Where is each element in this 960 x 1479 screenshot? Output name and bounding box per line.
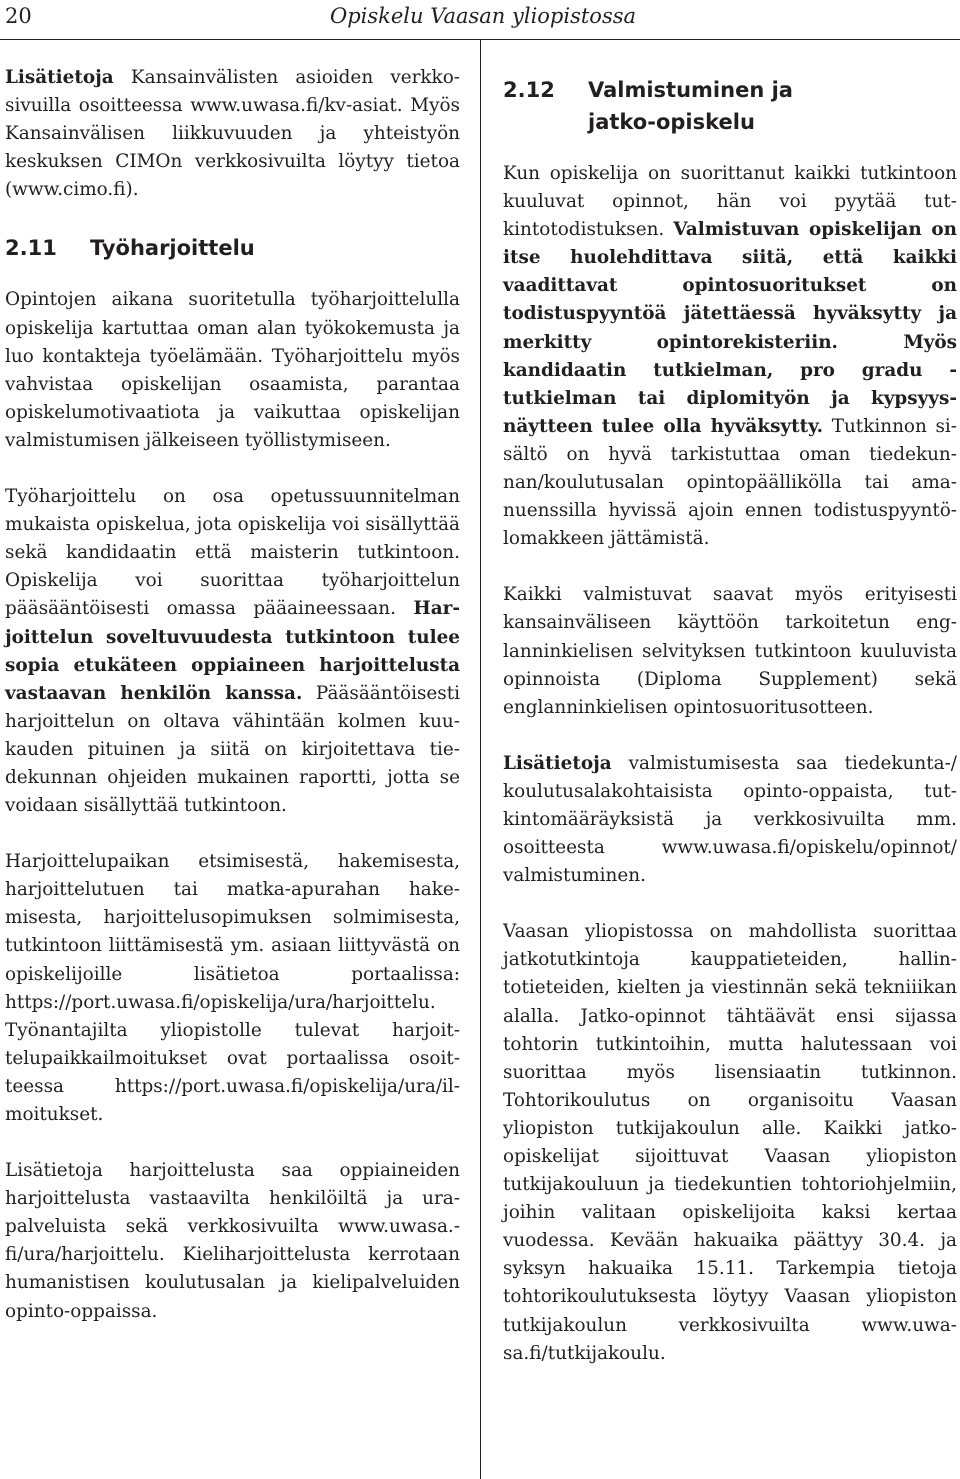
paragraph-emphasis: Valmistuvan opiskelijan on itse huolehdittava siitä, että kaikki vaadittavat opintosuoritukset on todistuspyyntöä jätettäessä hyväksytty ja merkitty opintorekisteriin. Myös kandidaatin tutkielman, pro gradu -tutkielman tai diplomityön ja kypsyysnäytteen tulee olla hyväksytty. (503, 219, 958, 437)
section-title: Työharjoittelu (90, 236, 255, 261)
section-heading-2-12 (503, 74, 957, 138)
intro-paragraph (5, 64, 460, 204)
paragraph: Kaikki valmistuvat saavat myös erityisesti kansainväliseen käyttöön tarkoitetun englanninkielisen selvityksen tutkintoon kuuluvista opinnoista (Diploma Supplement) sekä englanninkielisen opintosuoritusotteen. (503, 584, 957, 718)
running-title: Opiskelu Vaasan yliopistossa (330, 4, 637, 28)
paragraph-lead: Lisätietoja (503, 752, 612, 774)
section-number: 2.11 (5, 236, 57, 261)
paragraph (503, 750, 957, 890)
paragraph: Lisätietoja harjoittelusta saa oppiaineiden harjoittelusta vastaavilta henkilöiltä ja urapalveluista sekä verkkosivuilta www.uwasa.fi/ura/harjoittelu. Kieliharjoittelusta kerrotaan humanistisen koulutusalan ja kielipalveluiden opinto-oppaissa. (5, 1160, 460, 1322)
page-header (0, 0, 960, 40)
paragraph-emphasis: Harjoittelun soveltuvuudesta tutkintoon tulee sopia etukäteen oppiaineen harjoittelusta vastaavan henkilön kanssa. (5, 598, 460, 704)
section-title-line: jatko-opiskelu (588, 110, 755, 134)
section-title (588, 74, 793, 138)
column-divider (480, 40, 481, 1479)
paragraph (503, 160, 957, 553)
intro-lead: Lisätietoja (5, 67, 114, 88)
paragraph-text: Kun opiskelija on suorittanut kaikki tutkintoon kuuluvat opinnot, hän voi pyytää tutkintotodistuksen. (503, 163, 957, 241)
paragraph-text: Työharjoittelu on osa opetussuunnitelman mukaista opiskelua, jota opiskelija voi sisällyttää sekä kandidaatin että maisterin tutkintoon. Opiskelija voi suorittaa työharjoittelun pääsääntöisesti omassa pääaineessaan. (5, 486, 460, 620)
paragraph (5, 483, 460, 820)
section-number: 2.12 (503, 78, 555, 102)
page-number: 20 (5, 4, 32, 28)
paragraph-text: Tutkinnon sisältö on hyvä tarkistuttaa oman tiedekunnan/koulutusalan opintopäällikölla tai amanuenssilla hyvissä ajoin ennen todistuspyyntölomakkeen jättämistä. (503, 415, 957, 550)
section-title-line: Valmistuminen ja (588, 78, 793, 102)
paragraph-text: Pääsääntöisesti harjoittelun on oltava vähintään kolmen kuukauden pituinen ja siitä on kirjoitettava tiedekunnan ohjeiden mukainen raportti, jotta se voidaan sisällyttää tutkintoon. (5, 682, 460, 817)
right-column (503, 64, 957, 1396)
left-column (5, 64, 460, 1354)
paragraph: Vaasan yliopistossa on mahdollista suorittaa jatkotutkintoja kauppatieteiden, hallintotieteiden, kielten ja viestinnän sekä tekniiikan alalla. Jatko-opinnot tähtäävät ensi sijassa tohtorin tutkintoihin, mutta halutessaan voi suorittaa myös lisensiaatin tutkinnon. Tohtorikoulutus on organisoitu Vaasan yliopiston tutkijakoulun alle. Kaikki jatko-opiskelijat sijoittuvat Vaasan yliopiston tutkijakouluun ja tiedekuntien tohtoriohjelmiin, joihin valitaan opiskelijoita kaksi kertaa vuodessa. Kevään hakuaika päättyy 30.4. ja syksyn hakuaika 15.11. Tarkempia tietoja tohtorikoulutuksesta löytyy Vaasan yliopiston tutkijakoulun verkkosivuilta www.uwasa.fi/tutkijakoulu. (503, 921, 957, 1364)
paragraph-text: valmistumisesta saa tiedekunta-/ koulutusalakohtaisista opinto-oppaista, tutkintomääräyksistä ja verkkosivuilta mm. osoitteesta www.uwasa.fi/opiskelu/opinnot/ valmistuminen. (503, 752, 957, 887)
intro-text: Kansainvälisten asioiden verkkosivuilla osoitteessa www.uwasa.fi/kv-asiat. Myös Kansainvälisen liikkuvuuden ja yhteistyön keskuksen CIMOn verkkosivuilta löytyy tietoa (www.cimo.fi). (5, 67, 460, 201)
paragraph: Harjoittelupaikan etsimisestä, hakemisesta, harjoittelutuen tai matka-apurahan hakemisesta, harjoittelusopimuksen solmimisesta, tutkintoon liittämisestä ym. asiaan liittyvästä on opiskelijoille lisätietoa portaalissa: https://port.uwasa.fi/opiskelija/ura/harjoittelu. Työnantajilta yliopistolle tulevat harjoittelupaikkailmoitukset ovat portaalissa osoitteessa https://port.uwasa.fi/opiskelija/ura/ilmoitukset. (5, 851, 460, 1125)
paragraph: Opintojen aikana suoritetulla työharjoittelulla opiskelija kartuttaa oman alan työkokemusta ja luo kontakteja työelämään. Työharjoittelu myös vahvistaa opiskelijan osaamista, parantaa opiskelumotivaatiota ja vaikuttaa opiskelijan valmistumisen jälkeiseen työllistymiseen. (5, 289, 460, 451)
section-heading-2-11 (5, 232, 460, 264)
